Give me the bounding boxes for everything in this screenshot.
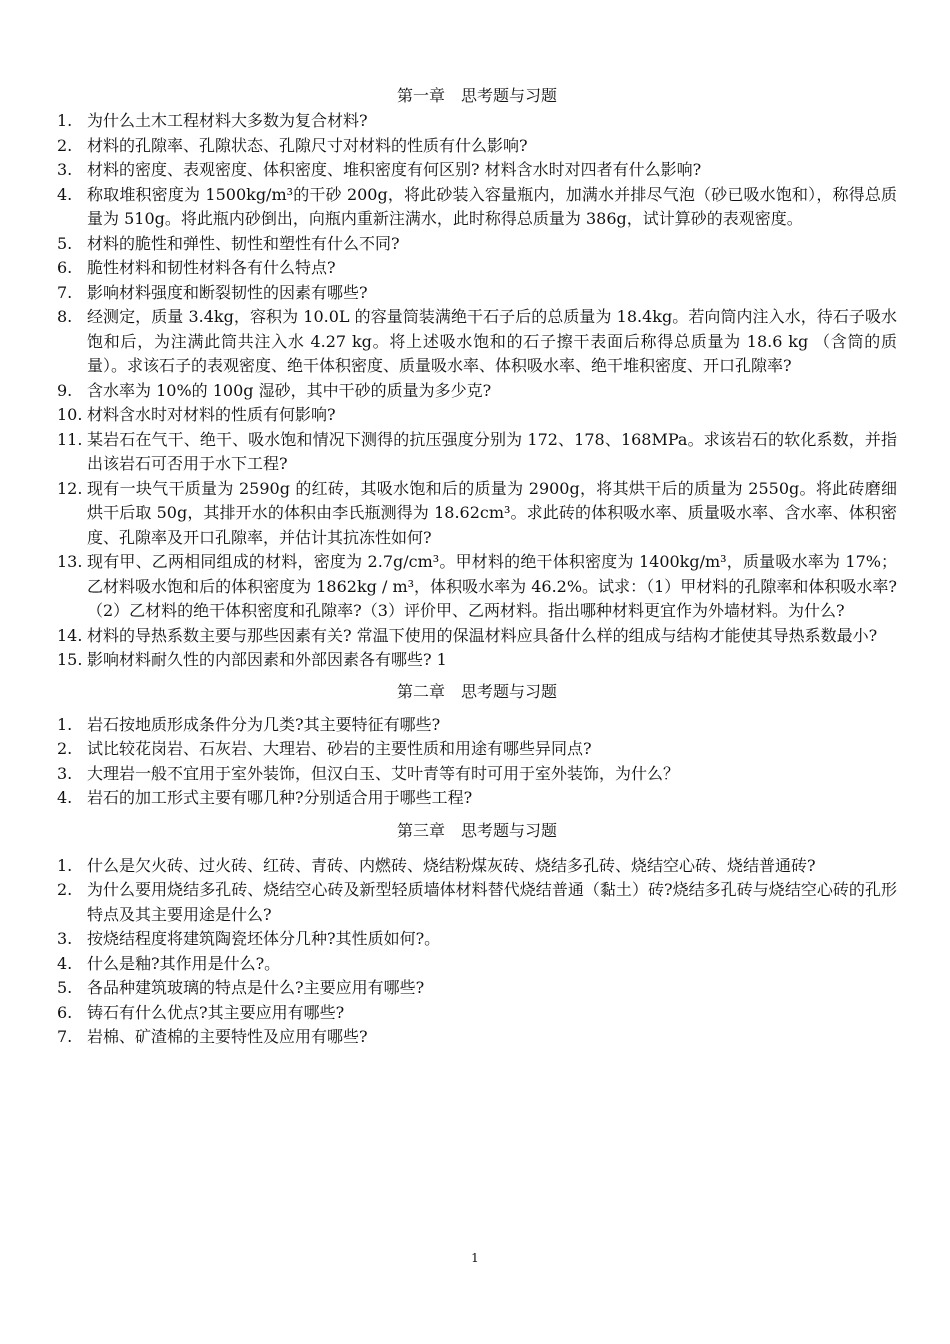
question-item xyxy=(57,550,897,624)
question-item xyxy=(57,256,897,281)
question-number: 4. xyxy=(57,953,73,973)
question-text: 为什么要用烧结多孔砖、烧结空心砖及新型轻质墙体材料替代烧结普通（黏土）砖?烧结多孔砖与烧结空心砖的孔形特点及其主要用途是什么? xyxy=(87,880,897,924)
question-text: 按烧结程度将建筑陶瓷坯体分几种?其性质如何?。 xyxy=(87,929,441,948)
question-item xyxy=(57,379,897,404)
question-text: 现有一块气干质量为 2590g 的红砖，其吸水饱和后的质量为 2900g，将其烘干后的质量为 2550g。将此砖磨细烘干后取 50g，其排开水的体积由李氏瓶测得为 18.62cm³。求此砖的体积吸水率、质量吸水率、含水率、体积密度、孔隙率及开口孔隙率，并估计其抗冻性如何? xyxy=(87,478,897,547)
question-item xyxy=(57,158,897,183)
question-item xyxy=(57,648,897,673)
question-text: 大理岩一般不宜用于室外装饰，但汉白玉、艾叶青等有时可用于室外装饰，为什么？ xyxy=(87,763,680,783)
question-text: 岩石按地质形成条件分为几类?其主要特征有哪些? xyxy=(87,714,441,734)
question-text: 材料的密度、表观密度、体积密度、堆积密度有何区别? 材料含水时对四者有什么影响? xyxy=(87,160,702,179)
question-number: 13. xyxy=(57,552,83,571)
question-number: 10. xyxy=(57,405,83,424)
question-item xyxy=(57,713,897,738)
question-text: 材料的孔隙率、孔隙状态、孔隙尺寸对材料的性质有什么影响? xyxy=(87,135,528,155)
question-text: 试比较花岗岩、石灰岩、大理岩、砂岩的主要性质和用途有哪些异同点? xyxy=(87,739,592,758)
question-item xyxy=(57,878,897,927)
question-number: 3. xyxy=(57,160,73,179)
question-text: 脆性材料和韧性材料各有什么特点? xyxy=(87,258,336,277)
question-number: 6. xyxy=(57,258,73,277)
question-item xyxy=(57,786,897,811)
question-text: 含水率为 10%的 100g 湿砂，其中干砂的质量为多少克? xyxy=(87,380,492,400)
question-text: 铸石有什么优点?其主要应用有哪些? xyxy=(87,1002,345,1022)
question-number: 5. xyxy=(57,978,73,997)
question-number: 7. xyxy=(57,1027,73,1046)
question-number: 6. xyxy=(57,1002,73,1022)
question-number: 14. xyxy=(57,625,83,645)
question-item xyxy=(57,305,897,379)
chapter-2-question-list xyxy=(57,713,897,811)
question-item xyxy=(57,737,897,762)
question-number: 8. xyxy=(57,307,73,326)
question-number: 3. xyxy=(57,763,73,783)
question-text: 岩棉、矿渣棉的主要特性及应用有哪些? xyxy=(87,1027,368,1046)
question-number: 2. xyxy=(57,880,73,899)
question-item xyxy=(57,927,897,952)
question-number: 1. xyxy=(57,714,73,734)
question-item xyxy=(57,952,897,977)
question-text: 什么是欠火砖、过火砖、红砖、青砖、内燃砖、烧结粉煤灰砖、烧结多孔砖、烧结空心砖、烧结普通砖? xyxy=(87,855,816,875)
question-text: 材料含水时对材料的性质有何影响? xyxy=(87,405,336,424)
page-content xyxy=(57,84,897,1050)
question-item xyxy=(57,1001,897,1026)
question-number: 2. xyxy=(57,739,73,758)
question-item xyxy=(57,477,897,551)
question-text: 岩石的加工形式主要有哪几种?分别适合用于哪些工程? xyxy=(87,788,473,807)
question-text: 各品种建筑玻璃的特点是什么?主要应用有哪些? xyxy=(87,978,425,997)
question-text: 材料的导热系数主要与那些因素有关? 常温下使用的保温材料应具备什么样的组成与结构才能使其导热系数最小? xyxy=(87,625,878,645)
question-item xyxy=(57,976,897,1001)
question-text: 什么是釉?其作用是什么?。 xyxy=(87,953,281,973)
chapter-3-question-list xyxy=(57,854,897,1050)
question-number: 11. xyxy=(57,429,83,449)
question-item xyxy=(57,1025,897,1050)
question-number: 4. xyxy=(57,184,73,204)
question-number: 1. xyxy=(57,855,73,875)
question-item xyxy=(57,762,897,787)
question-number: 7. xyxy=(57,282,73,302)
question-number: 9. xyxy=(57,380,73,400)
question-item xyxy=(57,403,897,428)
question-number: 5. xyxy=(57,233,73,253)
question-item xyxy=(57,134,897,159)
question-number: 3. xyxy=(57,929,73,948)
question-item xyxy=(57,281,897,306)
question-text: 某岩石在气干、绝干、吸水饱和情况下测得的抗压强度分别为 172、178、168MPa。求该岩石的软化系数，并指出该岩石可否用于水下工程? xyxy=(87,429,897,473)
question-item xyxy=(57,232,897,257)
question-number: 2. xyxy=(57,135,73,155)
question-number: 4. xyxy=(57,788,73,807)
chapter-2-title: 第二章 思考题与习题 xyxy=(396,681,557,701)
page-number: 1 xyxy=(471,1251,479,1265)
question-item xyxy=(57,624,897,649)
question-number: 1. xyxy=(57,111,73,130)
question-item xyxy=(57,428,897,477)
chapter-3-title: 第三章 思考题与习题 xyxy=(396,820,557,840)
question-number: 12. xyxy=(57,478,83,498)
chapter-1-title: 第一章 思考题与习题 xyxy=(396,86,557,105)
question-text: 为什么土木工程材料大多数为复合材料? xyxy=(87,111,368,130)
question-item xyxy=(57,183,897,232)
question-text: 材料的脆性和弹性、韧性和塑性有什么不同? xyxy=(87,233,400,253)
question-number: 15. xyxy=(57,650,83,669)
question-text: 经测定，质量 3.4kg，容积为 10.0L 的容量筒装满绝干石子后的总质量为 18.4kg。若向筒内注入水，待石子吸水饱和后，为注满此筒共注入水 4.27 kg。将上述吸水饱和的石子擦干表面后称得总质量为 18.6 kg （含筒的质量）。求该石子的表观密度、绝干体积密度、质量吸水率、体积吸水率、绝干堆积密度、开口孔隙率? xyxy=(87,307,897,375)
question-text: 影响材料强度和断裂韧性的因素有哪些? xyxy=(87,282,368,302)
question-text: 现有甲、乙两相同组成的材料，密度为 2.7g/cm³。甲材料的绝干体积密度为 1400kg/m³，质量吸水率为 17%；乙材料吸水饱和后的体积密度为 1862kg / m³，体积吸水率为 46.2%。试求：（1）甲材料的孔隙率和体积吸水率?（2）乙材料的绝干体积密度和孔隙率?（3）评价甲、乙两材料。指出哪种材料更宜作为外墙材料。为什么? xyxy=(87,552,897,620)
question-text: 影响材料耐久性的内部因素和外部因素各有哪些? 1 xyxy=(87,650,447,669)
question-item xyxy=(57,109,897,134)
chapter-1-question-list xyxy=(57,109,897,673)
question-text: 称取堆积密度为 1500kg/m³的干砂 200g，将此砂装入容量瓶内，加满水并排尽气泡（砂已吸水饱和），称得总质量为 510g。将此瓶内砂倒出，向瓶内重新注满水，此时称得总质量为 386g，试计算砂的表观密度。 xyxy=(87,184,897,228)
question-item xyxy=(57,854,897,879)
